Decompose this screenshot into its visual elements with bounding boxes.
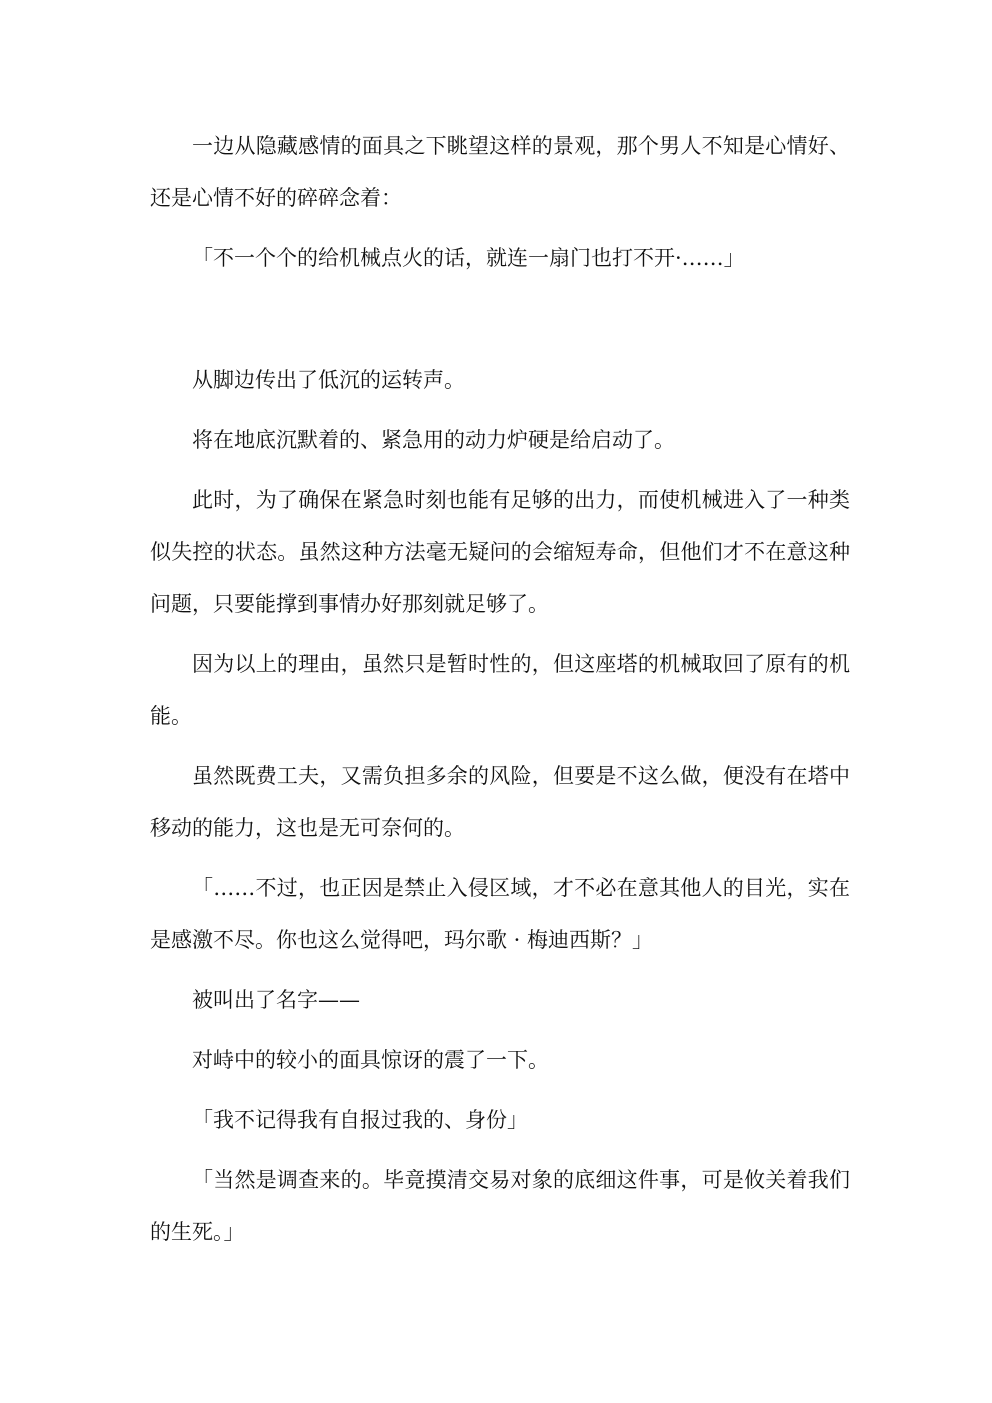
paragraph-8: 「……不过，也正因是禁止入侵区域，才不必在意其他人的目光，实在是感激不尽。你也这么觉得吧，玛尔歌 · 梅迪西斯？」 xyxy=(150,876,850,952)
paragraph-3: 从脚边传出了低沉的运转声。 xyxy=(192,368,465,392)
paragraph-2: 「不一个个的给机械点火的话，就连一扇门也打不开·……」 xyxy=(192,246,745,270)
paragraph-6: 因为以上的理由，虽然只是暂时性的，但这座塔的机械取回了原有的机能。 xyxy=(150,652,850,728)
paragraph-9: 被叫出了名字—— xyxy=(192,988,360,1012)
paragraph-10: 对峙中的较小的面具惊讶的震了一下。 xyxy=(192,1048,549,1072)
paragraph-12: 「当然是调查来的。毕竟摸清交易对象的底细这件事，可是攸关着我们的生死。」 xyxy=(150,1168,850,1244)
paragraph-7: 虽然既费工夫，又需负担多余的风险，但要是不这么做，便没有在塔中移动的能力，这也是无可奈何的。 xyxy=(150,764,850,840)
paragraph-11: 「我不记得我有自报过我的、身份」 xyxy=(192,1108,528,1132)
paragraph-1: 一边从隐藏感情的面具之下眺望这样的景观，那个男人不知是心情好、还是心情不好的碎碎念着： xyxy=(150,134,850,210)
paragraph-5: 此时，为了确保在紧急时刻也能有足够的出力，而使机械进入了一种类似失控的状态。虽然这种方法毫无疑问的会缩短寿命，但他们才不在意这种问题，只要能撑到事情办好那刻就足够了。 xyxy=(150,488,850,616)
paragraph-4: 将在地底沉默着的、紧急用的动力炉硬是给启动了。 xyxy=(192,428,675,452)
